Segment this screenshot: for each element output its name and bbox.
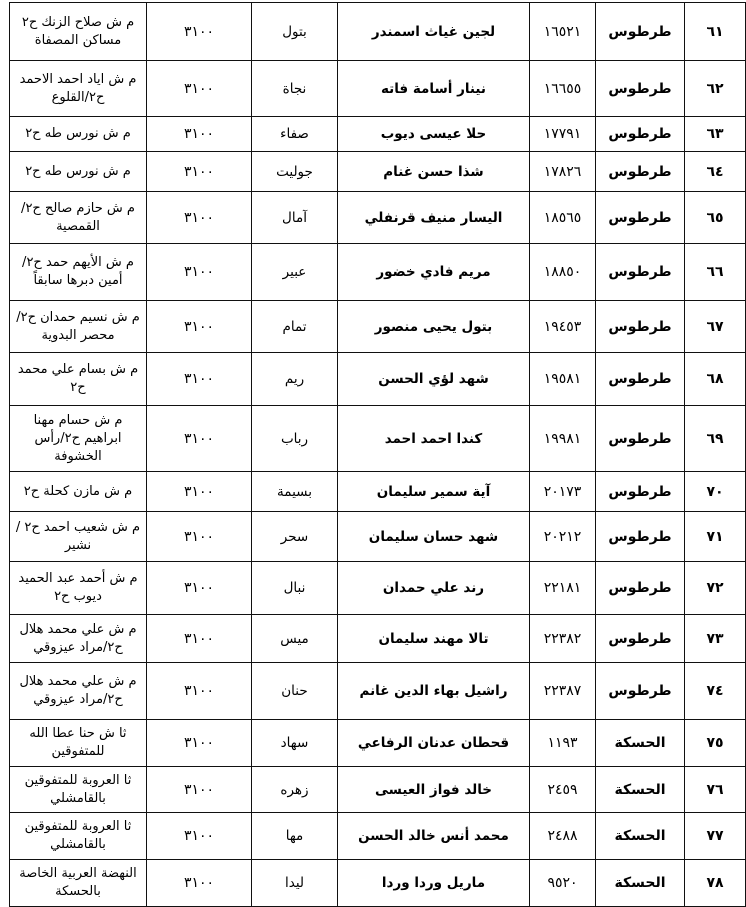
school-name: م ش نسيم حمدان ح٢/ محصر البدوية [10, 301, 147, 353]
table-row [10, 472, 746, 512]
table-row [10, 353, 746, 406]
exam-number: ١٩٤٥٣ [530, 301, 596, 353]
amount: ٣١٠٠ [147, 301, 252, 353]
mother-name: رباب [252, 406, 338, 472]
amount: ٣١٠٠ [147, 615, 252, 663]
student-name: شذا حسن غنام [338, 152, 530, 192]
amount: ٣١٠٠ [147, 472, 252, 512]
governorate: طرطوس [596, 353, 685, 406]
row-number: ٦٤ [685, 152, 746, 192]
mother-name: بتول [252, 3, 338, 61]
table-row [10, 152, 746, 192]
governorate: طرطوس [596, 472, 685, 512]
row-number: ٧٥ [685, 720, 746, 767]
exam-number: ٢٢٣٨٧ [530, 663, 596, 720]
mother-name: نبال [252, 562, 338, 615]
mother-name: بسيمة [252, 472, 338, 512]
exam-number: ١٨٥٦٥ [530, 192, 596, 244]
student-name: خالد فواز العيسى [338, 767, 530, 813]
governorate: طرطوس [596, 663, 685, 720]
table-row [10, 406, 746, 472]
exam-number: ٢٤٥٩ [530, 767, 596, 813]
amount: ٣١٠٠ [147, 61, 252, 117]
exam-number: ١٩٩٨١ [530, 406, 596, 472]
governorate: الحسكة [596, 860, 685, 907]
governorate: الحسكة [596, 720, 685, 767]
mother-name: سحر [252, 512, 338, 562]
mother-name: جوليت [252, 152, 338, 192]
student-name: نينار أسامة فاته [338, 61, 530, 117]
row-number: ٧٤ [685, 663, 746, 720]
table-row [10, 860, 746, 907]
table-row [10, 562, 746, 615]
row-number: ٧٠ [685, 472, 746, 512]
mother-name: تمام [252, 301, 338, 353]
amount: ٣١٠٠ [147, 813, 252, 860]
mother-name: ريم [252, 353, 338, 406]
row-number: ٦٥ [685, 192, 746, 244]
governorate: طرطوس [596, 3, 685, 61]
table-row [10, 192, 746, 244]
exam-number: ١٩٥٨١ [530, 353, 596, 406]
student-name: حلا عيسى ديوب [338, 117, 530, 152]
amount: ٣١٠٠ [147, 244, 252, 301]
mother-name: ميس [252, 615, 338, 663]
table-row [10, 720, 746, 767]
governorate: طرطوس [596, 512, 685, 562]
row-number: ٦٦ [685, 244, 746, 301]
row-number: ٦٢ [685, 61, 746, 117]
school-name: ثا العروبة للمتفوقين بالقامشلي [10, 813, 147, 860]
student-name: اليسار منيف قرنفلي [338, 192, 530, 244]
mother-name: سهاد [252, 720, 338, 767]
amount: ٣١٠٠ [147, 353, 252, 406]
exam-number: ٢٤٨٨ [530, 813, 596, 860]
student-name: لجين غياث اسمندر [338, 3, 530, 61]
governorate: الحسكة [596, 813, 685, 860]
row-number: ٧٦ [685, 767, 746, 813]
student-name: آية سمير سليمان [338, 472, 530, 512]
amount: ٣١٠٠ [147, 3, 252, 61]
school-name: م ش نورس طه ح٢ [10, 117, 147, 152]
exam-number: ١٧٧٩١ [530, 117, 596, 152]
school-name: م ش الأيهم حمد ح٢/أمين دبرها سابقاً [10, 244, 147, 301]
exam-number: ١٦٦٥٥ [530, 61, 596, 117]
school-name: م ش شعيب احمد ح٢ /نشير [10, 512, 147, 562]
table-row [10, 301, 746, 353]
amount: ٣١٠٠ [147, 860, 252, 907]
school-name: ثا العروبة للمتفوقين بالقامشلي [10, 767, 147, 813]
exam-number: ١١٩٣ [530, 720, 596, 767]
school-name: م ش علي محمد هلال ح٢/مراد عيزوقي [10, 615, 147, 663]
amount: ٣١٠٠ [147, 720, 252, 767]
mother-name: عبير [252, 244, 338, 301]
governorate: طرطوس [596, 301, 685, 353]
governorate: طرطوس [596, 152, 685, 192]
exam-number: ٢٢١٨١ [530, 562, 596, 615]
amount: ٣١٠٠ [147, 512, 252, 562]
student-name: بتول يحيى منصور [338, 301, 530, 353]
students-table [9, 2, 746, 907]
exam-number: ١٦٥٢١ [530, 3, 596, 61]
school-name: م ش حسام مهنا ابراهيم ح٢/رأس الخشوفة [10, 406, 147, 472]
student-name: شهد حسان سليمان [338, 512, 530, 562]
table-row [10, 244, 746, 301]
school-name: النهضة العربية الخاصة بالحسكة [10, 860, 147, 907]
student-name: مريم فادي خضور [338, 244, 530, 301]
school-name: م ش حازم صالح ح٢/القمصية [10, 192, 147, 244]
amount: ٣١٠٠ [147, 406, 252, 472]
student-name: شهد لؤي الحسن [338, 353, 530, 406]
mother-name: آمال [252, 192, 338, 244]
school-name: م ش نورس طه ح٢ [10, 152, 147, 192]
exam-number: ٢٠١٧٣ [530, 472, 596, 512]
row-number: ٧٧ [685, 813, 746, 860]
student-name: ماريل وردا وردا [338, 860, 530, 907]
table-row [10, 3, 746, 61]
table-row [10, 61, 746, 117]
mother-name: ليدا [252, 860, 338, 907]
exam-number: ٩٥٢٠ [530, 860, 596, 907]
school-name: ثا ش حنا عطا الله للمتفوقين [10, 720, 147, 767]
student-name: قحطان عدنان الرفاعي [338, 720, 530, 767]
school-name: م ش علي محمد هلال ح٢/مراد عيزوقي [10, 663, 147, 720]
governorate: طرطوس [596, 615, 685, 663]
governorate: طرطوس [596, 117, 685, 152]
amount: ٣١٠٠ [147, 767, 252, 813]
student-name: كندا احمد احمد [338, 406, 530, 472]
exam-number: ٢٢٣٨٢ [530, 615, 596, 663]
governorate: طرطوس [596, 244, 685, 301]
amount: ٣١٠٠ [147, 117, 252, 152]
school-name: م ش بسام علي محمد ح٢ [10, 353, 147, 406]
student-name: محمد أنس خالد الحسن [338, 813, 530, 860]
amount: ٣١٠٠ [147, 192, 252, 244]
exam-number: ٢٠٢١٢ [530, 512, 596, 562]
row-number: ٦٩ [685, 406, 746, 472]
amount: ٣١٠٠ [147, 663, 252, 720]
school-name: م ش مازن كحلة ح٢ [10, 472, 147, 512]
mother-name: نجاة [252, 61, 338, 117]
row-number: ٦٨ [685, 353, 746, 406]
governorate: طرطوس [596, 192, 685, 244]
student-name: راشيل بهاء الدين غانم [338, 663, 530, 720]
table-row [10, 615, 746, 663]
exam-number: ١٧٨٢٦ [530, 152, 596, 192]
row-number: ٦٧ [685, 301, 746, 353]
mother-name: صفاء [252, 117, 338, 152]
mother-name: حنان [252, 663, 338, 720]
mother-name: زهره [252, 767, 338, 813]
school-name: م ش صلاح الزنك ح٢ مساكن المصفاة [10, 3, 147, 61]
row-number: ٧٨ [685, 860, 746, 907]
governorate: طرطوس [596, 562, 685, 615]
governorate: طرطوس [596, 61, 685, 117]
row-number: ٦١ [685, 3, 746, 61]
governorate: طرطوس [596, 406, 685, 472]
school-name: م ش اياد احمد الاحمد ح٢/القلوع [10, 61, 147, 117]
amount: ٣١٠٠ [147, 562, 252, 615]
table-row [10, 813, 746, 860]
table-row [10, 767, 746, 813]
student-name: رند علي حمدان [338, 562, 530, 615]
row-number: ٧١ [685, 512, 746, 562]
school-name: م ش أحمد عبد الحميد ديوب ح٢ [10, 562, 147, 615]
mother-name: مها [252, 813, 338, 860]
table-row [10, 117, 746, 152]
row-number: ٦٣ [685, 117, 746, 152]
table-row [10, 512, 746, 562]
row-number: ٧٢ [685, 562, 746, 615]
amount: ٣١٠٠ [147, 152, 252, 192]
row-number: ٧٣ [685, 615, 746, 663]
table-row [10, 663, 746, 720]
student-name: تالا مهند سليمان [338, 615, 530, 663]
exam-number: ١٨٨٥٠ [530, 244, 596, 301]
governorate: الحسكة [596, 767, 685, 813]
